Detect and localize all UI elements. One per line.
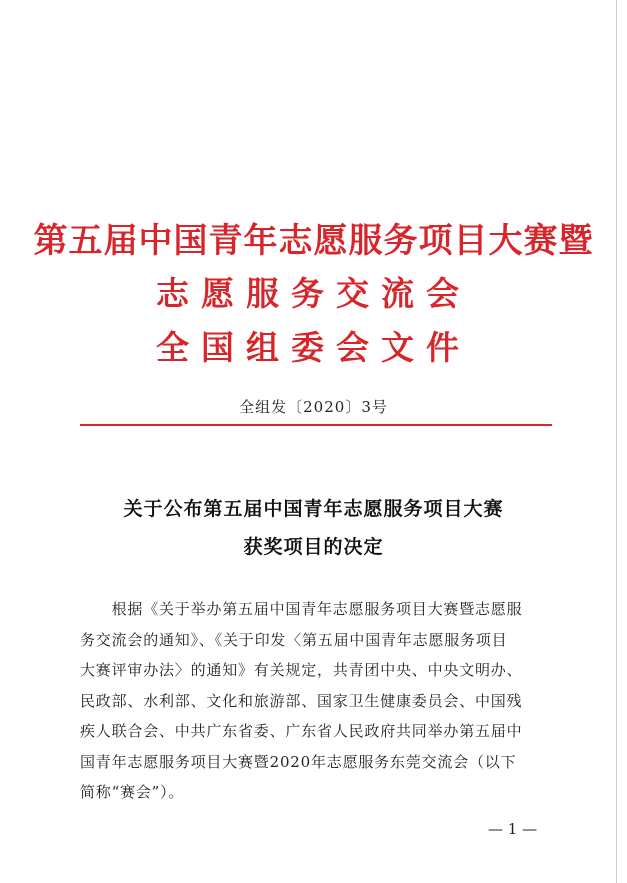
document-number: 全组发〔2020〕3号: [239, 398, 388, 416]
header-title-line-1: 第五届中国青年志愿服务项目大赛暨: [33, 221, 594, 261]
body-paragraph: [80, 594, 552, 808]
body-line: 国青年志愿服务项目大赛暨2020年志愿服务东莞交流会（以下: [80, 752, 517, 771]
decision-title-line-1: 关于公布第五届中国青年志愿服务项目大赛: [123, 498, 504, 520]
header-title-line-2: 志愿服务交流会: [156, 274, 471, 313]
body-line: 大赛评审办法〉的通知》有关规定，共青团中央、中央文明办、: [80, 661, 523, 679]
body-line: 根据《关于举办第五届中国青年志愿服务项目大赛暨志愿服: [80, 600, 523, 618]
body-line: 疾人联合会、中共广东省委、广东省人民政府共同举办第五届中: [80, 722, 523, 740]
decision-title-line-2: 获奖项目的决定: [243, 536, 384, 558]
red-divider-rule: [80, 424, 552, 426]
body-line: 民政部、水利部、文化和旅游部、国家卫生健康委员会、中国残: [80, 691, 523, 710]
body-line: 务交流会的通知》、《关于印发〈第五届中国青年志愿服务项目: [80, 630, 508, 649]
page-edge-divider: [616, 0, 617, 883]
page-number: — 1 —: [488, 820, 538, 838]
header-title-line-3: 全国组委会文件: [156, 328, 471, 367]
body-line: 简称“赛会”）。: [80, 783, 185, 801]
